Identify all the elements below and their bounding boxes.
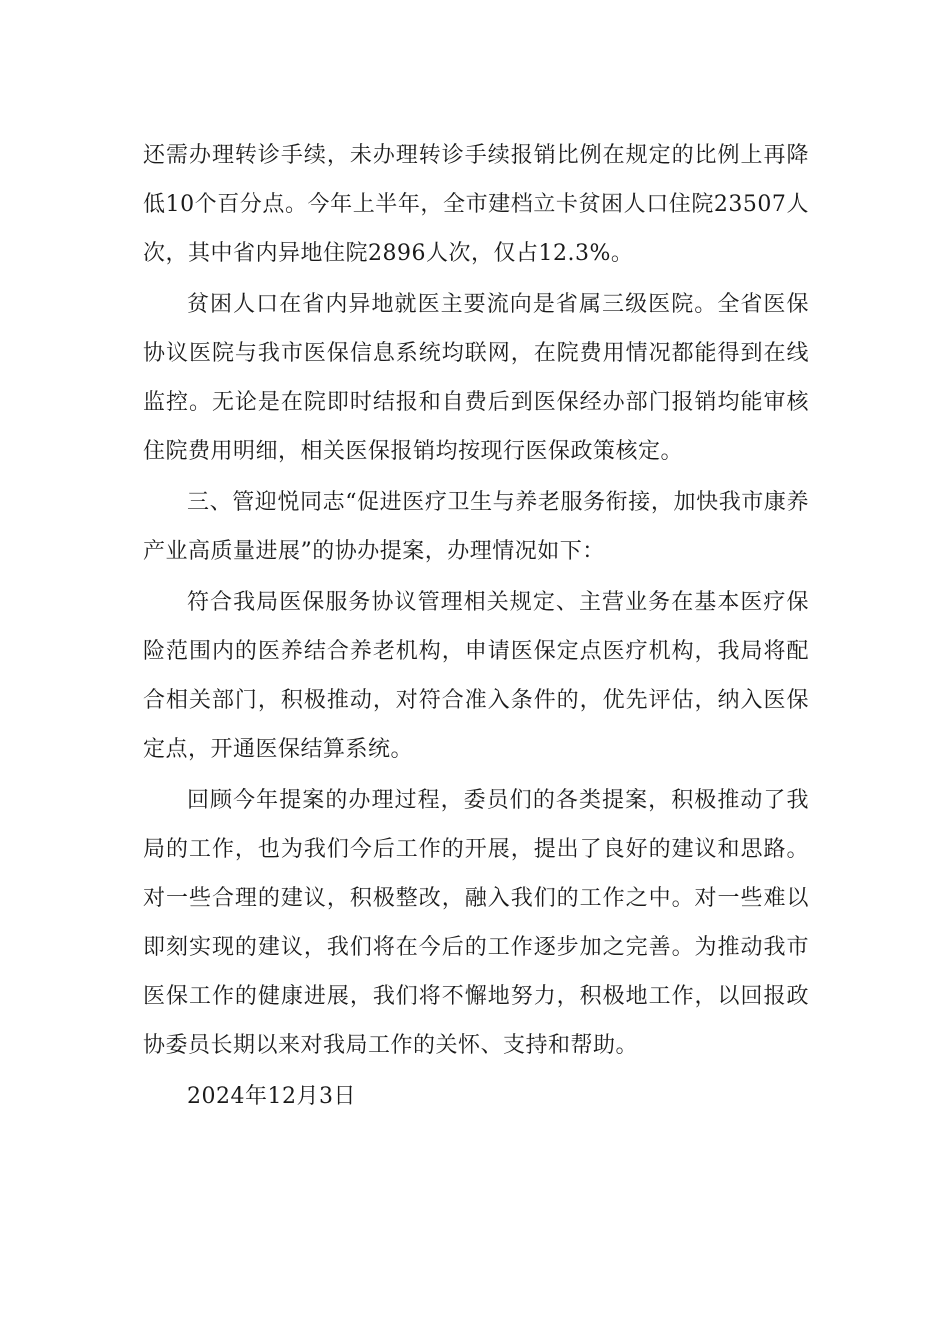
document-body <box>143 131 809 1123</box>
paragraph-proposal-three: 三、管迎悦同志“促进医疗卫生与养老服务衔接，加快我市康养产业高质量进展”的协办提案，办理情况如下： <box>143 490 809 564</box>
paragraph-review: 回顾今年提案的办理过程，委员们的各类提案，积极推动了我局的工作，也为我们今后工作的开展，提出了良好的建议和思路。对一些合理的建议，积极整改，融入我们的工作之中。对一些难以即刻实现的建议，我们将在今后的工作逐步加之完善。为推动我市医保工作的健康进展，我们将不懈地努力，积极地工作，以回报政协委员长期以来对我局工作的关怀、支持和帮助。 <box>143 788 809 1058</box>
paragraph-continuation: 还需办理转诊手续，未办理转诊手续报销比例在规定的比例上再降低10个百分点。今年上半年，全市建档立卡贫困人口住院23507人次，其中省内异地住院2896人次，仅占12.3%。 <box>143 143 809 266</box>
paragraph-remote-medical: 贫困人口在省内异地就医主要流向是省属三级医院。全省医保协议医院与我市医保信息系统均联网，在院费用情况都能得到在线监控。无论是在院即时结报和自费后到医保经办部门报销均能审核住院费用明细，相关医保报销均按现行医保政策核定。 <box>143 292 809 464</box>
paragraph-elderly-care: 符合我局医保服务协议管理相关规定、主营业务在基本医疗保险范围内的医养结合养老机构，申请医保定点医疗机构，我局将配合相关部门，积极推动，对符合准入条件的，优先评估，纳入医保定点，开通医保结算系统。 <box>143 590 809 762</box>
document-date: 2024年12月3日 <box>187 1084 356 1109</box>
